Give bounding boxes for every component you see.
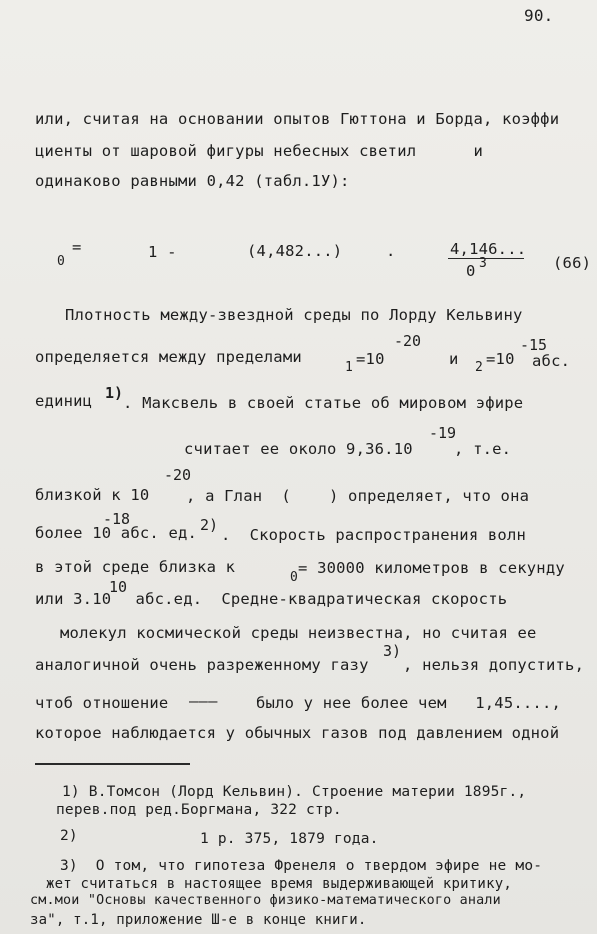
text-fragment: и <box>449 350 459 368</box>
ratio-dash: ——— <box>189 692 218 710</box>
footnote-2-text: 1 р. 375, 1879 года. <box>200 831 379 847</box>
formula-denominator: 0 <box>466 262 476 280</box>
text-fragment: =10 <box>486 350 515 368</box>
footnote-3-line: 3) О том, что гипотеза Френеля о твердом эфире не мо- <box>60 858 543 874</box>
text-line: которое наблюдается у обычных газов под давлением одной <box>35 724 560 742</box>
text-fragment: абс. <box>532 352 571 370</box>
formula-subscript: 0 <box>57 254 65 269</box>
text-fragment: = 30000 километров в секунду <box>298 559 565 577</box>
exponent: -15 <box>520 336 548 354</box>
footnote-1-line: перев.под ред.Боргмана, 322 стр. <box>56 802 342 818</box>
footnote-2-number: 2) <box>60 828 78 844</box>
text-line: единиц <box>35 392 93 410</box>
text-fragment: . Максвель в своей статье об мировом эфире <box>123 394 524 412</box>
text-line: близкой к 10 <box>35 486 150 504</box>
formula-one-minus: 1 - <box>148 243 177 261</box>
subscript: 2 <box>475 360 483 375</box>
page-number: 90. <box>524 6 554 25</box>
text-line: в этой среде близка к <box>35 558 236 576</box>
text-line: или, считая на основании опытов Гюттона и Борда, коэффи <box>35 110 560 128</box>
text-line: или 3.10 <box>35 590 112 608</box>
subscript: 1 <box>345 360 353 375</box>
text-line: Плотность между-звездной среды по Лорду Кельвину <box>65 306 523 324</box>
exponent: 10 <box>109 578 128 596</box>
text-fragment: =10 <box>356 350 385 368</box>
exponent: -20 <box>394 332 422 350</box>
formula-dot: . <box>386 242 396 260</box>
text-line: чтоб отношение <box>35 694 169 712</box>
footnote-3-line: см.мои "Основы качественного физико-математического анали <box>30 893 501 908</box>
exponent: -18 <box>103 510 131 528</box>
exponent: -19 <box>429 424 457 442</box>
text-line: молекул космической среды неизвестна, но считая ее <box>60 624 537 642</box>
subscript: 0 <box>290 570 298 585</box>
text-fragment: , нельзя допустить, <box>403 656 585 674</box>
footnote-1-line: 1) В.Томсон (Лорд Кельвин). Строение материи 1895г., <box>62 784 527 800</box>
text-line: считает ее около 9,36.10 <box>184 440 413 458</box>
text-line: более 10 абс. ед. <box>35 524 198 542</box>
text-fragment: было у нее более чем 1,45...., <box>256 694 562 712</box>
text-fragment: . Скорость распространения волн <box>221 526 527 544</box>
text-line: одинаково равными 0,42 (табл.1У): <box>35 172 350 190</box>
footnote-marker: 3) <box>383 642 402 660</box>
text-fragment: абс.ед. Средне-квадратическая скорость <box>126 590 508 608</box>
formula-value: (4,482...) <box>247 242 343 260</box>
text-fragment: , т.е. <box>454 440 512 458</box>
text-line: аналогичной очень разреженному газу <box>35 656 369 674</box>
footnote-marker: 1) <box>105 384 124 402</box>
footnote-3-line: жет считаться в настоящее время выдерживающей критику, <box>46 876 512 892</box>
text-line: циенты от шаровой фигуры небесных светил и <box>35 142 483 160</box>
text-fragment: , а Глан ( ) определяет, что она <box>186 487 530 505</box>
formula-numerator: 4,146... <box>450 240 527 258</box>
formula-equals: = <box>72 238 82 256</box>
exponent: -20 <box>164 466 192 484</box>
equation-number: (66) <box>553 254 592 272</box>
footnote-separator <box>35 763 190 765</box>
formula-denominator-exponent: 3 <box>479 256 487 271</box>
footnote-marker: 2) <box>200 516 219 534</box>
text-line: определяется между пределами <box>35 348 302 366</box>
footnote-3-line: за", т.1, приложение Ш-е в конце книги. <box>30 912 367 928</box>
